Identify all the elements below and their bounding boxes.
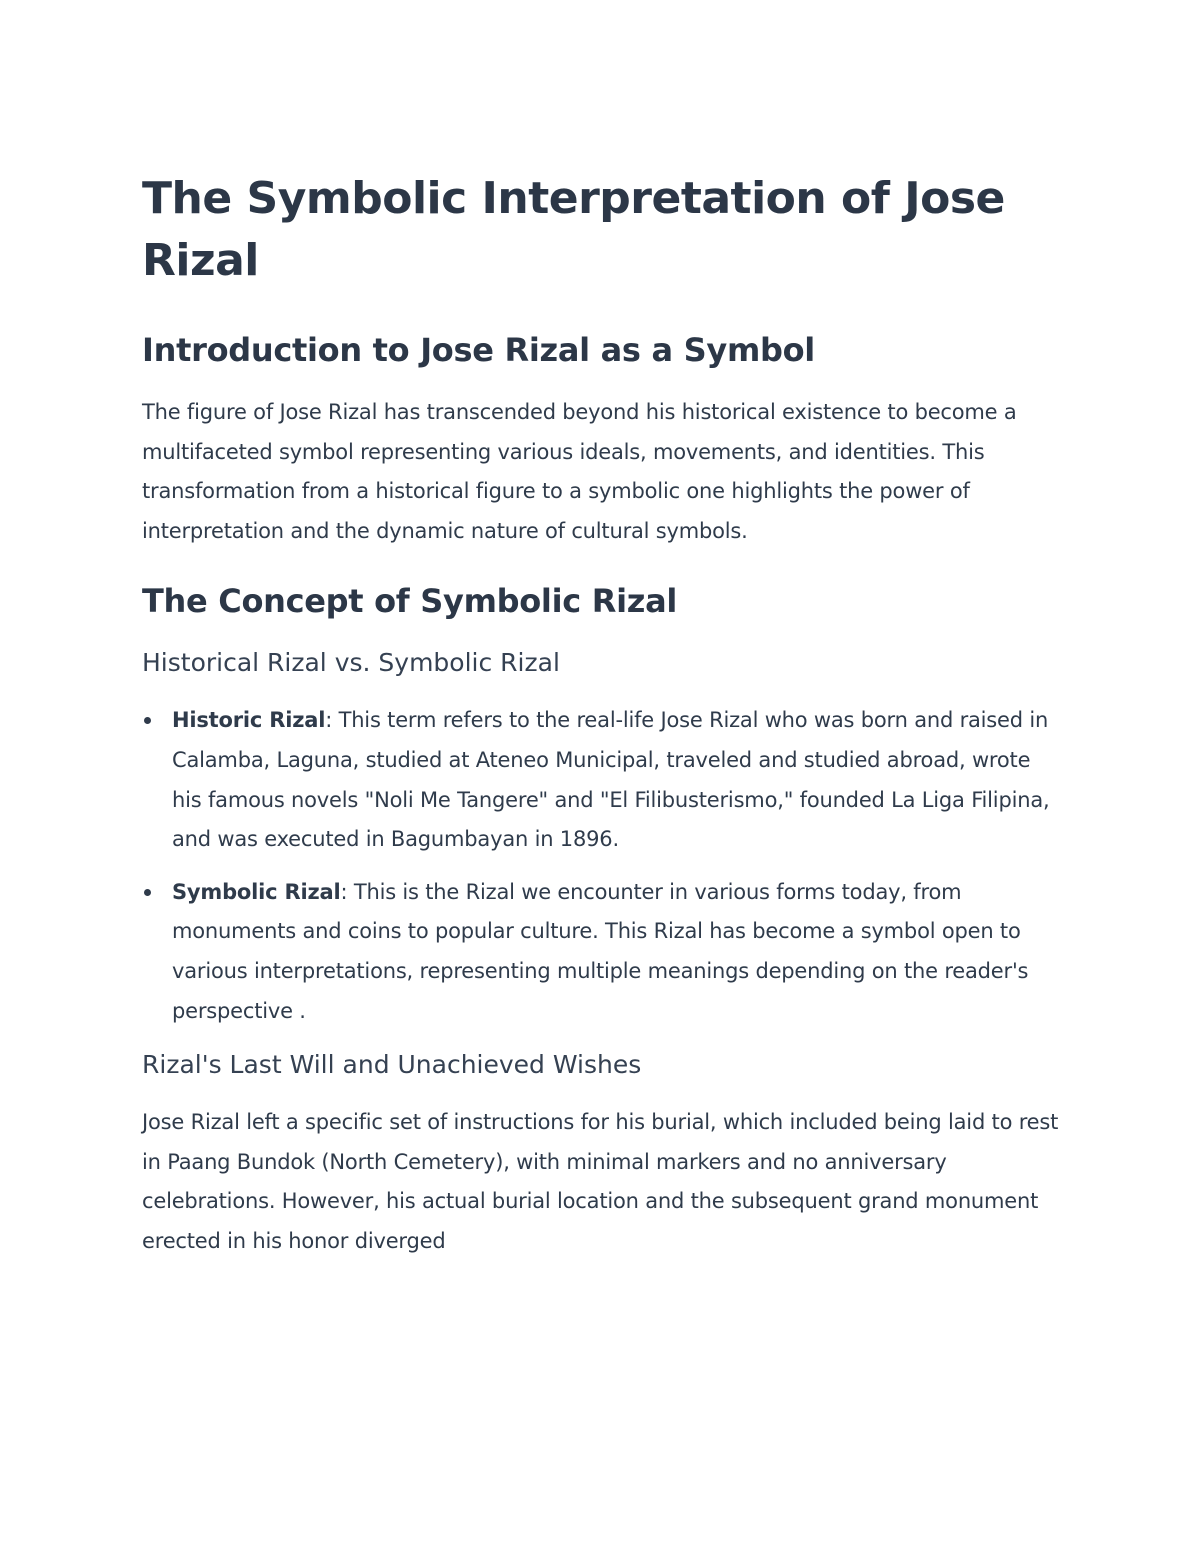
section-heading-concept: The Concept of Symbolic Rizal (142, 582, 678, 621)
term-symbolic-rizal: Symbolic Rizal (172, 879, 341, 904)
document-page (142, 168, 1060, 1262)
subheading-last-will: Rizal's Last Will and Unachieved Wishes (142, 1050, 642, 1080)
section-heading-introduction: Introduction to Jose Rizal as a Symbol (142, 331, 815, 369)
bullet-icon (144, 717, 151, 724)
document-title: The Symbolic Interpretation of Jose Rizal (142, 173, 1005, 286)
bullet-icon (144, 889, 151, 896)
subheading-historical-vs-symbolic: Historical Rizal vs. Symbolic Rizal (142, 648, 560, 678)
definition-symbolic-rizal: : This is the Rizal we encounter in various forms today, from monuments and coins to popular culture. This Rizal has become a symbol open to various interpretations, representing multiple meanings depending on the reader's perspective . (172, 879, 1029, 1023)
introduction-paragraph: The figure of Jose Rizal has transcended beyond his historical existence to become a multifaceted symbol representing various ideals, movements, and identities. This transformation from a historical figure to a symbolic one highlights the power of interpretation and the dynamic nature of cultural symbols. (142, 400, 1017, 543)
list-item-historic-rizal (142, 701, 1060, 859)
list-item-symbolic-rizal (142, 873, 1060, 1031)
last-will-paragraph: Jose Rizal left a specific set of instructions for his burial, which included being laid to rest in Paang Bundok (North Cemetery), with minimal markers and no anniversary celebrations. However, his actual burial location and the subsequent grand monument erected in his honor diverged (142, 1110, 1059, 1253)
term-historic-rizal: Historic Rizal (172, 708, 326, 733)
definition-historic-rizal: : This term refers to the real-life Jose Rizal who was born and raised in Calamba, Laguna, studied at Ateneo Municipal, traveled and studied abroad, wrote his famous novels "Noli Me Tangere" and "El Filibusterismo," founded La Liga Filipina, and was executed in Bagumbayan in 1896. (172, 708, 1050, 852)
rizal-definitions-list (142, 701, 1060, 1031)
